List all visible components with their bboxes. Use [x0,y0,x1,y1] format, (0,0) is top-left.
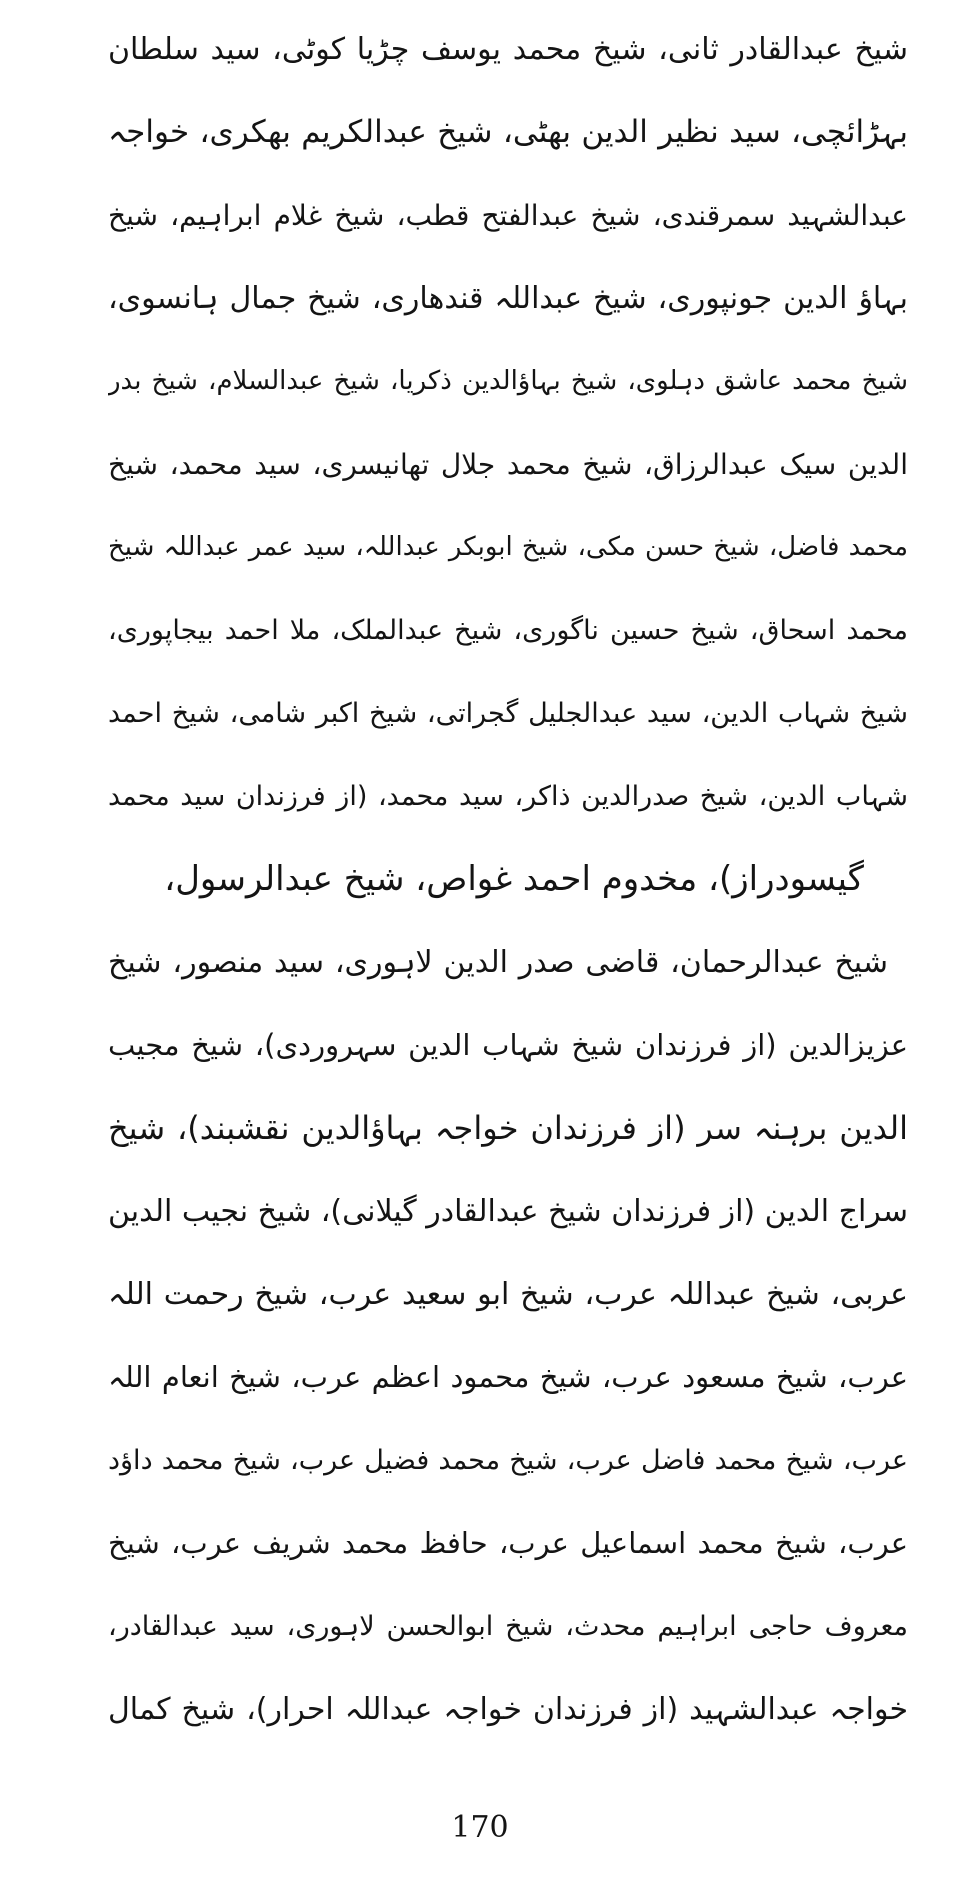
text-line: بہاؤ الدین جونپوری، شیخ عبداللہ قندھاری، شیخ جمال ہانسوی، [108,281,908,316]
text-line-paragraph-start: شیخ عبدالرحمان، قاضی صدر الدین لاہوری، سید منصور، شیخ [108,945,888,980]
text-line: شیخ عبدالقادر ثانی، شیخ محمد یوسف چڑیا کوٹی، سید سلطان [108,32,908,67]
page-number: 170 [451,1810,509,1845]
text-line: معروف حاجی ابراہیم محدث، شیخ ابوالحسن لاہوری، سید عبدالقادر، [108,1611,908,1642]
text-line: شیخ محمد عاشق دہلوی، شیخ بہاؤالدین ذکریا، شیخ عبدالسلام، شیخ بدر [108,366,908,396]
text-line: عرب، شیخ مسعود عرب، شیخ محمود اعظم عرب، شیخ انعام اللہ [108,1360,908,1394]
text-line: سراج الدین (از فرزندان شیخ عبدالقادر گیلانی)، شیخ نجیب الدین [108,1194,908,1229]
text-line: شیخ شہاب الدین، سید عبدالجلیل گجراتی، شیخ اکبر شامی، شیخ احمد [108,698,908,729]
text-line: عرب، شیخ محمد اسماعیل عرب، حافظ محمد شریف عرب، شیخ [108,1526,908,1560]
text-line: عرب، شیخ محمد فاضل عرب، شیخ محمد فضیل عرب، شیخ محمد داؤد [108,1445,908,1476]
text-line: عزیزالدین (از فرزندان شیخ شہاب الدین سہروردی)، شیخ مجیب [108,1028,908,1062]
text-line: محمد اسحاق، شیخ حسین ناگوری، شیخ عبدالملک، ملا احمد بیجاپوری، [108,615,908,646]
text-line: بہڑائچی، سید نظیر الدین بھٹی، شیخ عبدالکریم بھکری، خواجہ [108,114,908,150]
text-line: خواجہ عبدالشہید (از فرزندان خواجہ عبداللہ احرار)، شیخ کمال [108,1692,908,1727]
text-line-paragraph-end: گیسودراز)، مخدوم احمد غواص، شیخ عبدالرسول، [164,859,864,899]
text-line: عبدالشہید سمرقندی، شیخ عبدالفتح قطب، شیخ غلام ابراہیم، شیخ [108,199,908,232]
text-line: عربی، شیخ عبداللہ عرب، شیخ ابو سعید عرب، شیخ رحمت اللہ [108,1277,908,1312]
text-line: الدین سیک عبدالرزاق، شیخ محمد جلال تھانیسری، سید محمد، شیخ [108,448,908,481]
text-line: شہاب الدین، شیخ صدرالدین ذاکر، سید محمد، (از فرزندان سید محمد [108,781,908,812]
text-line: محمد فاضل، شیخ حسن مکی، شیخ ابوبکر عبداللہ، سید عمر عبداللہ شیخ [108,532,908,562]
text-line: الدین برہنہ سر (از فرزندان خواجہ بہاؤالدین نقشبند)، شیخ [108,1109,908,1147]
urdu-text-block [108,8,908,1751]
